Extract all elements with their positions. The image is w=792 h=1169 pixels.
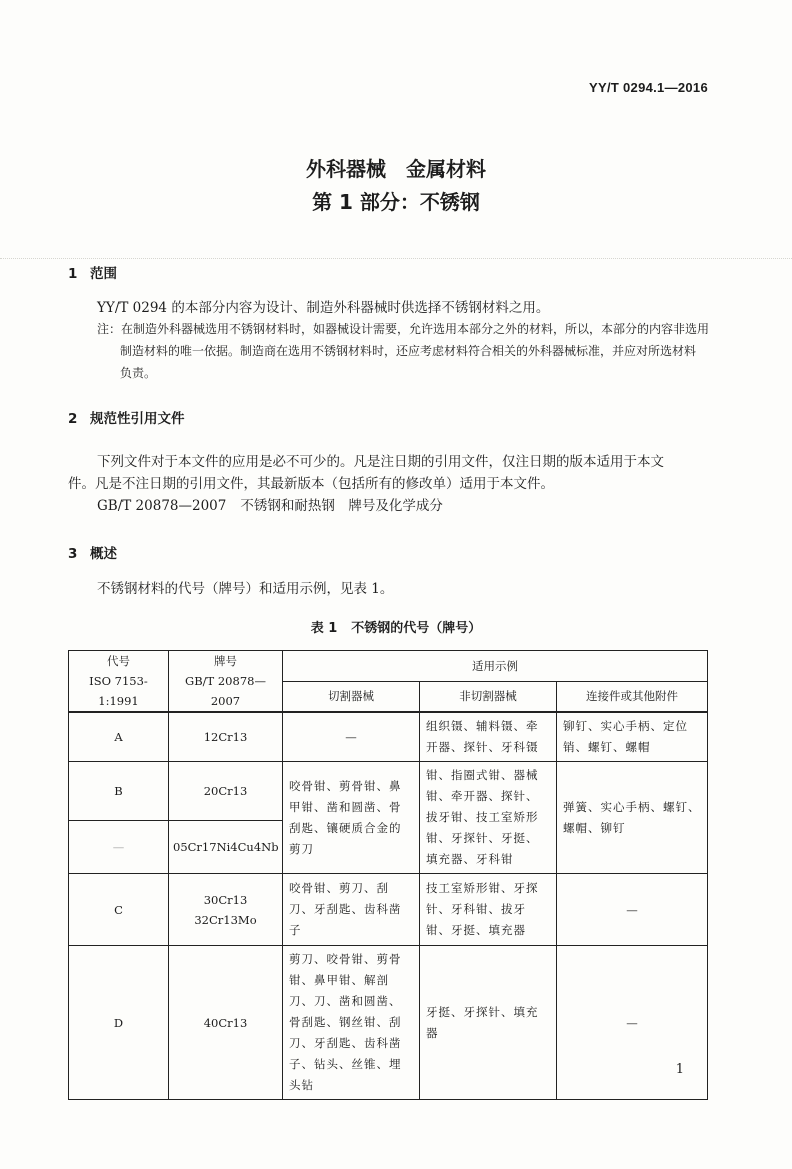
normative-reference (97, 495, 443, 517)
title-part-b: 金属材料 (406, 157, 486, 181)
cell-grade (169, 712, 283, 762)
header-grade-standard: GB/T 20878—2007 (185, 674, 266, 708)
section-1-number: 1 (68, 266, 78, 282)
table-row (69, 762, 708, 821)
references-paragraph-line1: 下列文件对于本文件的应用是必不可少的。凡是注日期的引用文件，仅注日期的版本适用于本文 (97, 454, 664, 470)
section-1-title: 范围 (90, 266, 117, 282)
section-2-heading (68, 407, 185, 427)
cell-code: A (69, 712, 169, 762)
header-code (69, 651, 169, 713)
grade-value: 40Cr13 (203, 1015, 248, 1030)
grade-value: 12Cr13 (203, 730, 248, 744)
page-number: 1 (675, 1062, 684, 1077)
header-cutting-instruments: 切割器械 (283, 681, 420, 712)
section-3-title: 概述 (90, 546, 117, 562)
header-grade (169, 651, 283, 713)
cell-code: B (69, 762, 169, 821)
header-non-cutting-instruments: 非切割器械 (420, 681, 557, 712)
cell-code: C (69, 874, 169, 946)
grade-value-2: 32Cr13Mo (194, 912, 257, 927)
references-paragraph-line2: 件。凡是不注日期的引用文件，其最新版本（包括所有的修改单）适用于本文件。 (68, 476, 554, 492)
grade-value: 20Cr13 (203, 784, 248, 799)
table-body (69, 712, 708, 1100)
scan-dotted-rule (0, 258, 792, 259)
section-2-title: 规范性引用文件 (90, 411, 185, 427)
reference-code: GB/T 20878—2007 (97, 498, 227, 514)
table-caption-title: 不锈钢的代号（牌号） (351, 621, 482, 636)
overview-paragraph: 不锈钢材料的代号（牌号）和适用示例，见表 1。 (97, 581, 394, 597)
cell-grade (169, 821, 283, 874)
cell-code: — (69, 821, 169, 874)
cell-grade (169, 946, 283, 1100)
cell-non-cutting: 牙挺、牙探针、填充器 (420, 946, 557, 1100)
header-grade-label: 牌号 (214, 654, 237, 668)
table-row (69, 712, 708, 762)
table-row (69, 874, 708, 946)
grade-value: 05Cr17Ni4Cu4Nb (173, 840, 279, 855)
header-connecting-parts: 连接件或其他附件 (557, 681, 708, 712)
scope-note-line1: 注：在制造外科器械选用不锈钢材料时，如器械设计需要，允许选用本部分之外的材料，所以，本部分的内容非选用 (97, 322, 710, 336)
cell-cutting: — (283, 712, 420, 762)
cell-connecting: — (557, 946, 708, 1100)
header-code-label: 代号 (107, 654, 130, 668)
table-1-caption (0, 617, 792, 636)
table-row (69, 946, 708, 1100)
cell-cutting: 剪刀、咬骨钳、剪骨钳、鼻甲钳、解剖刀、刀、凿和圆凿、骨刮匙、钢丝钳、刮刀、牙刮匙、齿科凿子、钻头、丝锥、埋头钻 (283, 946, 420, 1100)
title-part-a: 外科器械 (306, 157, 386, 181)
scope-paragraph: YY/T 0294 的本部分内容为设计、制造外科器械时供选择不锈钢材料之用。 (97, 300, 550, 316)
section-3-number: 3 (68, 546, 78, 562)
cell-code: D (69, 946, 169, 1100)
scope-note-line3: 负责。 (120, 366, 157, 380)
standard-number: YY/T 0294.1—2016 (589, 80, 708, 95)
grade-value: 30Cr13 (203, 892, 248, 907)
section-3-heading (68, 542, 117, 562)
cell-cutting: 咬骨钳、剪骨钳、鼻甲钳、凿和圆凿、骨刮匙、镶硬质合金的剪刀 (283, 762, 420, 874)
document-title-line2: 第 1 部分：不锈钢 (312, 190, 480, 214)
header-applications: 适用示例 (283, 651, 708, 682)
cell-connecting: 铆钉、实心手柄、定位销、螺钉、螺帽 (557, 712, 708, 762)
table-caption-label: 表 1 (310, 621, 338, 636)
cell-grade (169, 762, 283, 821)
cell-non-cutting: 钳、指圈式钳、器械钳、牵开器、探针、拔牙钳、技工室矫形钳、牙探针、牙挺、填充器、牙科钳 (420, 762, 557, 874)
cell-non-cutting: 组织镊、辅料镊、牵开器、探针、牙科镊 (420, 712, 557, 762)
scope-note-line2: 制造材料的唯一依据。制造商在选用不锈钢材料时，还应考虑材料符合相关的外科器械标准，并应对所选材料 (120, 344, 697, 358)
document-title-line1 (0, 153, 792, 182)
reference-title: 不锈钢和耐热钢 牌号及化学成分 (240, 498, 443, 514)
cell-grade (169, 874, 283, 946)
cell-connecting: — (557, 874, 708, 946)
header-code-standard: ISO 7153-1:1991 (89, 674, 148, 708)
cell-connecting: 弹簧、实心手柄、螺钉、螺帽、铆钉 (557, 762, 708, 874)
section-1-heading (68, 262, 117, 282)
cell-non-cutting: 技工室矫形钳、牙探针、牙科钳、拔牙钳、牙挺、填充器 (420, 874, 557, 946)
cell-cutting: 咬骨钳、剪刀、刮刀、牙刮匙、齿科凿子 (283, 874, 420, 946)
stainless-steel-designation-table (68, 650, 708, 1100)
section-2-number: 2 (68, 411, 78, 427)
